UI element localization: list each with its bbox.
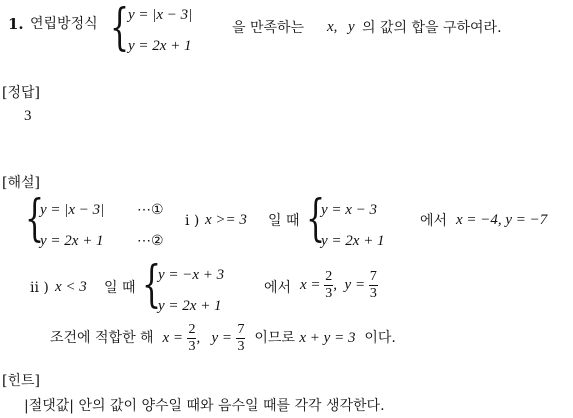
case2-x-numerator: 2 — [325, 268, 333, 284]
conclusion-x-fraction — [187, 323, 196, 354]
system-brace: { — [25, 189, 45, 247]
case2-x-fraction — [324, 270, 333, 301]
problem-eq2: y = 2x + 1 — [128, 38, 192, 54]
system-mark2: ⋯② — [137, 233, 164, 249]
solution-header: [해설] — [2, 175, 40, 191]
system-eq1: y = |x − 3| — [40, 202, 105, 218]
conclusion-x-lhs: x = — [162, 329, 184, 346]
answer-value: 3 — [24, 108, 32, 124]
problem-var-y: y — [348, 19, 355, 35]
problem-suffix-tail: 의 값의 합을 구하여라. — [362, 20, 502, 36]
case2-condition: x < 3 — [55, 279, 87, 295]
problem-prefix: 연립방정식 — [30, 16, 98, 32]
conclusion-y-lhs: , y = — [196, 329, 232, 346]
case2-y-lhs: , y = — [333, 277, 366, 293]
conclusion-x-numerator: 2 — [188, 321, 196, 337]
case2-result — [300, 265, 378, 305]
conclusion-y-denominator: 3 — [237, 338, 245, 354]
case2-y-fraction — [369, 270, 378, 301]
conclusion-y-fraction — [236, 323, 245, 354]
conclusion-y-numerator: 7 — [237, 321, 245, 337]
case2-eq2: y = 2x + 1 — [158, 298, 222, 314]
conclusion — [50, 318, 396, 358]
conclusion-text3: 이다. — [364, 330, 396, 346]
case2-x-denominator: 3 — [325, 285, 333, 301]
case2-word: 일 때 — [104, 280, 136, 296]
system-eq2: y = 2x + 1 — [40, 233, 104, 249]
problem-eq1: y = |x − 3| — [128, 7, 193, 23]
case1-brace: { — [306, 189, 326, 247]
answer-header: [정답] — [2, 85, 40, 101]
case2-x-lhs: x = — [300, 277, 321, 293]
conclusion-text2: 이므로 — [254, 330, 295, 346]
case1-eq2: y = 2x + 1 — [321, 233, 385, 249]
problem-number: 1. — [8, 15, 24, 33]
conclusion-x-denominator: 3 — [188, 338, 196, 354]
hint-text: |절댓값| 안의 값이 양수일 때와 음수일 때를 각각 생각한다. — [24, 398, 385, 414]
case2-y-numerator: 7 — [369, 268, 377, 284]
case1-label: i ) — [185, 213, 200, 229]
case1-result-word: 에서 — [420, 213, 448, 229]
system-mark1: ⋯① — [137, 202, 164, 218]
conclusion-sum: x + y = 3 — [299, 329, 356, 346]
case1-condition: x >= 3 — [205, 212, 247, 228]
case1-eq1: y = x − 3 — [321, 202, 378, 218]
case2-y-denominator: 3 — [369, 285, 377, 301]
case1-result: x = −4, y = −7 — [456, 212, 548, 228]
conclusion-text1: 조건에 적합한 해 — [50, 330, 154, 346]
case2-label: ii ) — [30, 280, 49, 296]
problem-var-x: x, — [327, 19, 338, 35]
problem-suffix-text: 을 만족하는 — [232, 20, 305, 36]
case2-result-word: 에서 — [264, 280, 292, 296]
hint-header: [힌트] — [2, 373, 40, 389]
case1-word: 일 때 — [268, 213, 300, 229]
case2-eq1: y = −x + 3 — [158, 267, 225, 283]
problem-brace: { — [110, 0, 130, 56]
case2-brace: { — [142, 255, 162, 313]
